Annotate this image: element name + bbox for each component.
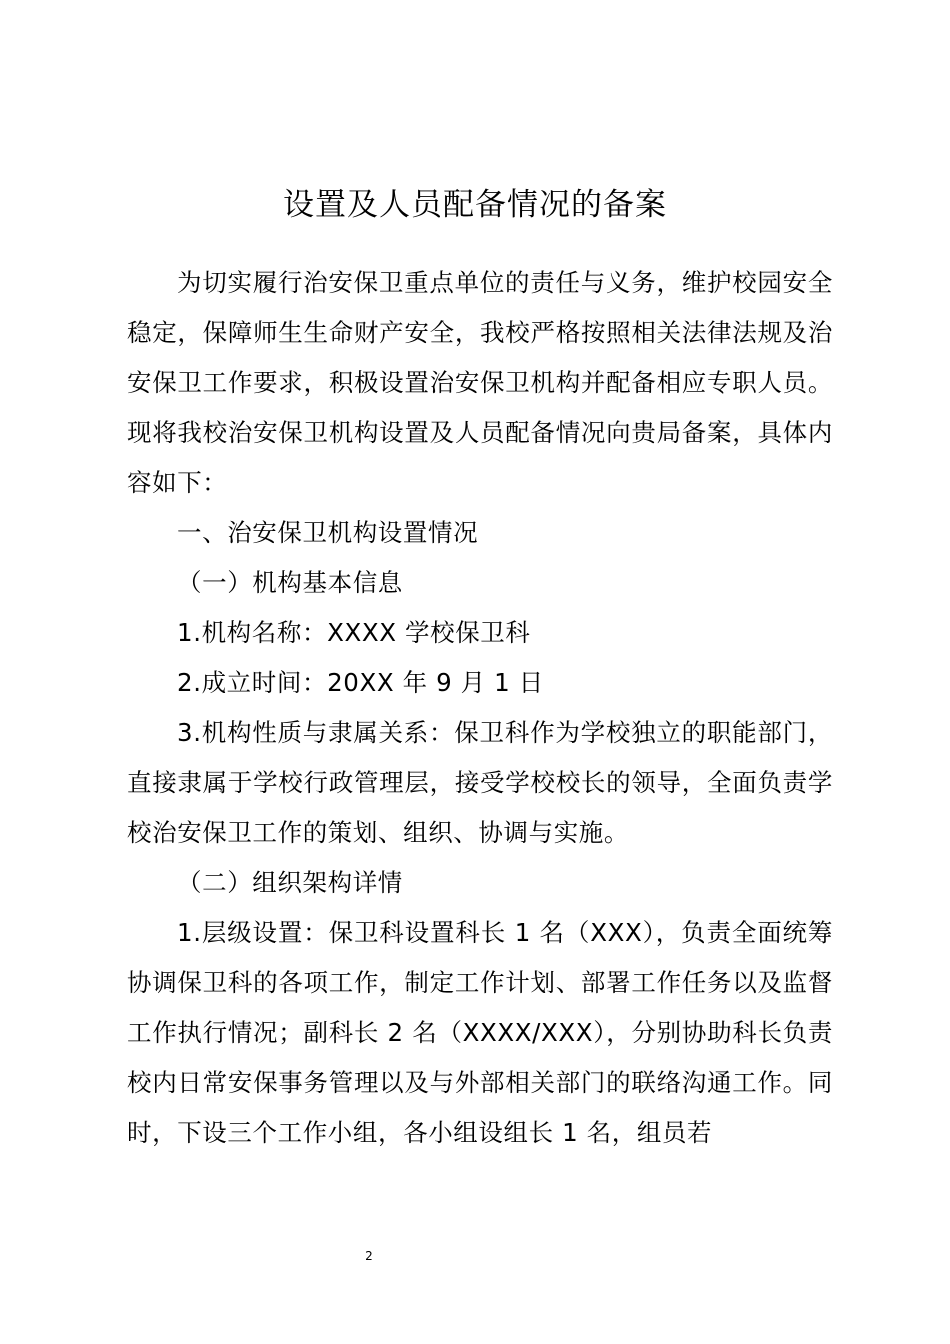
subsection-heading: （二）组织架构详情	[177, 868, 403, 897]
document-body	[127, 258, 833, 1158]
section-heading: 一、治安保卫机构设置情况	[177, 518, 479, 547]
document-title: 设置及人员配备情况的备案	[283, 187, 667, 223]
list-item: 1.层级设置：保卫科设置科长 1 名（XXX），负责全面统筹协调保卫科的各项工作，制定工作计划、部署工作任务以及监督工作执行情况；副科长 2 名（XXXX/XXX），分别协助科长负责校内日常安保事务管理以及与外部相关部门的联络沟通工作。同时，下设三个工作小组，各小组设组长 1 名，组员若	[127, 918, 833, 1147]
page-number: 2	[365, 1249, 373, 1263]
list-item: 1.机构名称：XXXX 学校保卫科	[177, 618, 531, 647]
intro-paragraph: 为切实履行治安保卫重点单位的责任与义务，维护校园安全稳定，保障师生生命财产安全，我校严格按照相关法律法规及治安保卫工作要求，积极设置治安保卫机构并配备相应专职人员。现将我校治安保卫机构设置及人员配备情况向贵局备案，具体内容如下：	[127, 268, 833, 497]
list-item: 2.成立时间：20XX 年 9 月 1 日	[177, 668, 544, 697]
list-item: 3.机构性质与隶属关系：保卫科作为学校独立的职能部门，直接隶属于学校行政管理层，接受学校校长的领导，全面负责学校治安保卫工作的策划、组织、协调与实施。	[127, 718, 833, 847]
subsection-heading: （一）机构基本信息	[177, 568, 403, 597]
